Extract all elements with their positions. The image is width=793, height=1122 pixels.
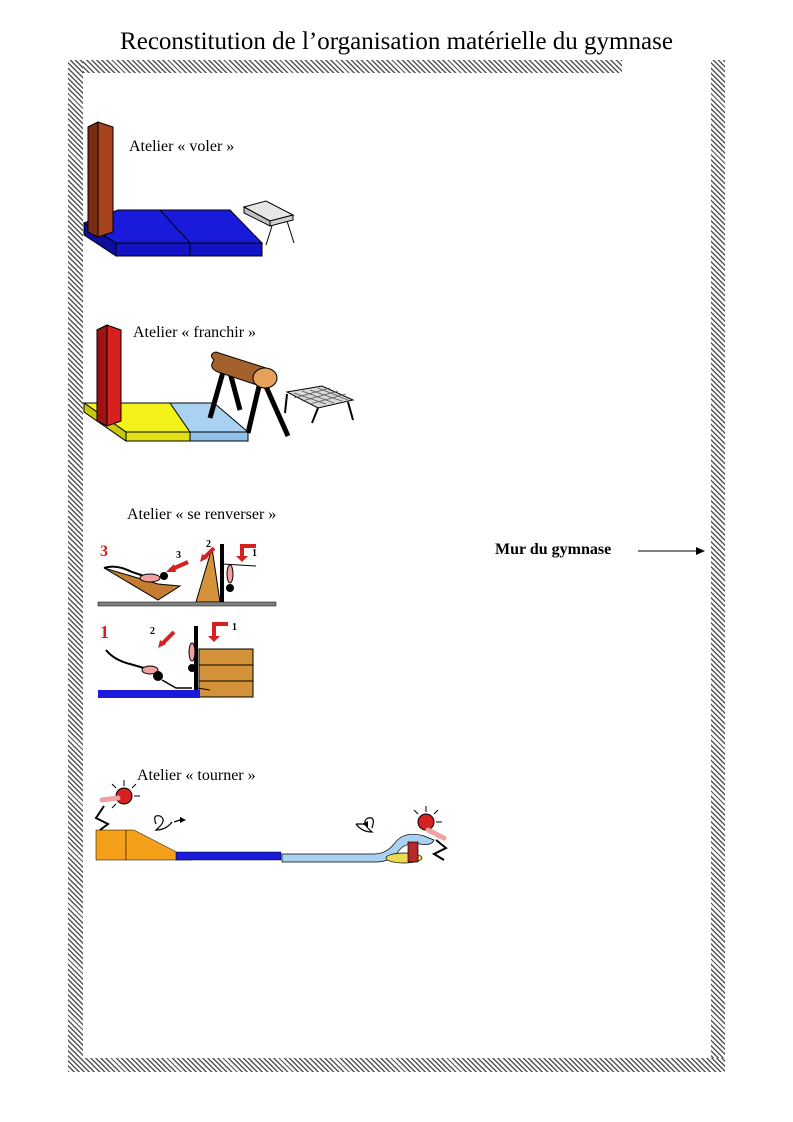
gym-border-bottom (68, 1058, 725, 1072)
step-number: 3 (176, 550, 181, 561)
ramp (104, 568, 180, 600)
station-renverser-top-drawing (96, 534, 286, 609)
step-number: 1 (232, 622, 237, 633)
step-number: 3 (100, 543, 108, 560)
box (199, 649, 253, 665)
step-number: 2 (150, 626, 155, 637)
station-renverser-bottom-drawing (96, 616, 266, 706)
station-label-franchir: Atelier « franchir » (133, 324, 257, 341)
gym-border-right (711, 60, 725, 1072)
blue-mat (176, 852, 281, 860)
gym-border-top (68, 60, 622, 73)
wall-arrow (636, 544, 706, 558)
step-number: 2 (206, 539, 211, 550)
station-label-tourner: Atelier « tourner » (137, 767, 256, 784)
box (199, 665, 253, 681)
step-number: 1 (252, 548, 257, 559)
station-franchir-drawing (80, 320, 370, 450)
page-title: Reconstitution de l’organisation matérielle du gymnase (120, 28, 673, 55)
station-voler-drawing (80, 115, 310, 265)
box (199, 681, 253, 697)
station-label-voler: Atelier « voler » (129, 138, 235, 155)
wall-label: Mur du gymnase (495, 541, 612, 558)
station-label-se-renverser: Atelier « se renverser » (127, 506, 277, 523)
step-number: 1 (100, 622, 109, 642)
foam-block (96, 830, 126, 860)
station-tourner-drawing (94, 782, 464, 872)
red-cylinder (408, 842, 418, 862)
